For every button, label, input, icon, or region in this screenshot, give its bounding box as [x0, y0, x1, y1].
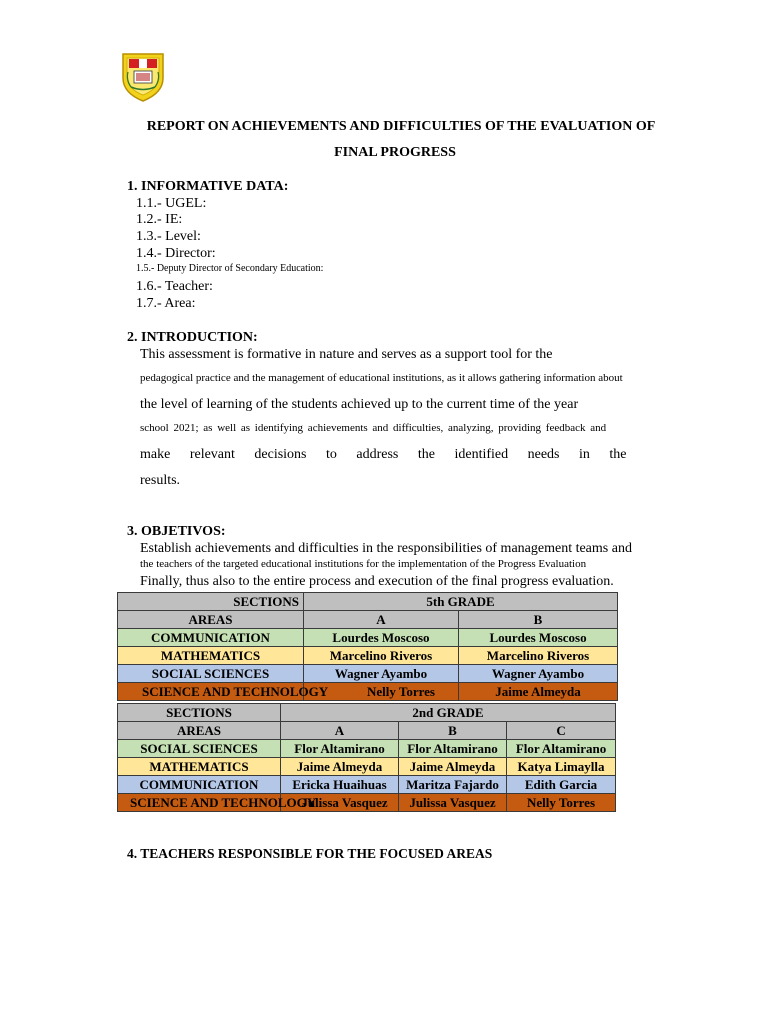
- table-row: [118, 683, 618, 701]
- grade-label: 2nd GRADE: [281, 704, 616, 722]
- info-area: 1.7.- Area:: [136, 296, 196, 311]
- area-cell: MATHEMATICS: [118, 647, 304, 665]
- objectives-line-2: the teachers of the targeted educational institutions for the implementation of the Progress Evaluation: [140, 558, 587, 570]
- intro-line-5: make relevant decisions to address the identified needs in the: [140, 447, 627, 462]
- report-title-line1: REPORT ON ACHIEVEMENTS AND DIFFICULTIES OF THE EVALUATION OF: [146, 119, 656, 134]
- table-5th-grade: [117, 592, 618, 701]
- info-ugel: 1.1.- UGEL:: [136, 196, 207, 211]
- teacher-cell: Marcelino Riveros: [304, 647, 459, 665]
- table-row: [118, 647, 618, 665]
- report-title-line2: FINAL PROGRESS: [334, 145, 456, 160]
- teacher-cell: Wagner Ayambo: [459, 665, 618, 683]
- info-director: 1.4.- Director:: [136, 246, 216, 261]
- area-cell: SOCIAL SCIENCES: [118, 665, 304, 683]
- section-label: B: [399, 722, 507, 740]
- sections-label: SECTIONS: [118, 704, 281, 722]
- intro-line-2: pedagogical practice and the management of educational institutions, as it allows gathering information about: [140, 372, 623, 384]
- intro-line-4: school 2021; as well as identifying achievements and difficulties, analyzing, providing feedback and: [140, 422, 607, 434]
- areas-label: AREAS: [118, 611, 304, 629]
- informative-heading: 1. INFORMATIVE DATA:: [127, 179, 289, 194]
- areas-label: AREAS: [118, 722, 281, 740]
- teacher-cell: Lourdes Moscoso: [459, 629, 618, 647]
- section-label: A: [281, 722, 399, 740]
- teacher-cell: Lourdes Moscoso: [304, 629, 459, 647]
- teacher-cell: Flor Altamirano: [507, 740, 616, 758]
- teacher-cell: Jaime Almeyda: [399, 758, 507, 776]
- teacher-cell: Maritza Fajardo: [399, 776, 507, 794]
- info-deputy-director: 1.5.- Deputy Director of Secondary Education:: [136, 263, 324, 274]
- section-label: B: [459, 611, 618, 629]
- table-row: [118, 740, 616, 758]
- teacher-cell: Nelly Torres: [507, 794, 616, 812]
- table-row: [118, 776, 616, 794]
- area-cell: SOCIAL SCIENCES: [118, 740, 281, 758]
- objectives-line-1: Establish achievements and difficulties in the responsibilities of management teams and: [140, 541, 632, 556]
- teachers-responsible-heading: 4. TEACHERS RESPONSIBLE FOR THE FOCUSED AREAS: [127, 846, 493, 861]
- table-header-row: [118, 704, 616, 722]
- area-cell: SCIENCE AND TECHNOLOGY: [118, 683, 304, 701]
- table-2nd-grade: [117, 703, 616, 812]
- objectives-heading: 3. OBJETIVOS:: [127, 524, 226, 539]
- table-row: [118, 794, 616, 812]
- intro-line-1: This assessment is formative in nature and serves as a support tool for the: [140, 347, 553, 362]
- teacher-cell: Marcelino Riveros: [459, 647, 618, 665]
- intro-line-6: results.: [140, 473, 181, 488]
- introduction-heading: 2. INTRODUCTION:: [127, 330, 258, 345]
- teacher-cell: Nelly Torres: [304, 683, 459, 701]
- section-label: A: [304, 611, 459, 629]
- objectives-line-3: Finally, thus also to the entire process and execution of the final progress evaluation.: [140, 574, 614, 589]
- teacher-cell: Jaime Almeyda: [459, 683, 618, 701]
- grade-label: 5th GRADE: [304, 593, 618, 611]
- table-header-row: [118, 722, 616, 740]
- info-teacher: 1.6.- Teacher:: [136, 279, 213, 294]
- teacher-cell: Ericka Huaihuas: [281, 776, 399, 794]
- table-header-row: [118, 611, 618, 629]
- table-row: [118, 629, 618, 647]
- info-level: 1.3.- Level:: [136, 229, 201, 244]
- area-cell: COMMUNICATION: [118, 776, 281, 794]
- teacher-cell: Jaime Almeyda: [281, 758, 399, 776]
- teacher-cell: Edith Garcia: [507, 776, 616, 794]
- section-label: C: [507, 722, 616, 740]
- area-cell: SCIENCE AND TECHNOLOGY: [118, 794, 281, 812]
- table-row: [118, 665, 618, 683]
- intro-line-3: the level of learning of the students achieved up to the current time of the year: [140, 397, 579, 412]
- teacher-cell: Wagner Ayambo: [304, 665, 459, 683]
- area-cell: COMMUNICATION: [118, 629, 304, 647]
- school-crest-logo: [120, 50, 166, 102]
- teacher-cell: Katya Limaylla: [507, 758, 616, 776]
- table-row: [118, 758, 616, 776]
- info-ie: 1.2.- IE:: [136, 212, 183, 227]
- teacher-cell: Flor Altamirano: [399, 740, 507, 758]
- sections-label: SECTIONS: [118, 593, 304, 611]
- teacher-cell: Julissa Vasquez: [399, 794, 507, 812]
- area-cell: MATHEMATICS: [118, 758, 281, 776]
- teacher-cell: Flor Altamirano: [281, 740, 399, 758]
- table-header-row: [118, 593, 618, 611]
- teacher-cell: Julissa Vasquez: [281, 794, 399, 812]
